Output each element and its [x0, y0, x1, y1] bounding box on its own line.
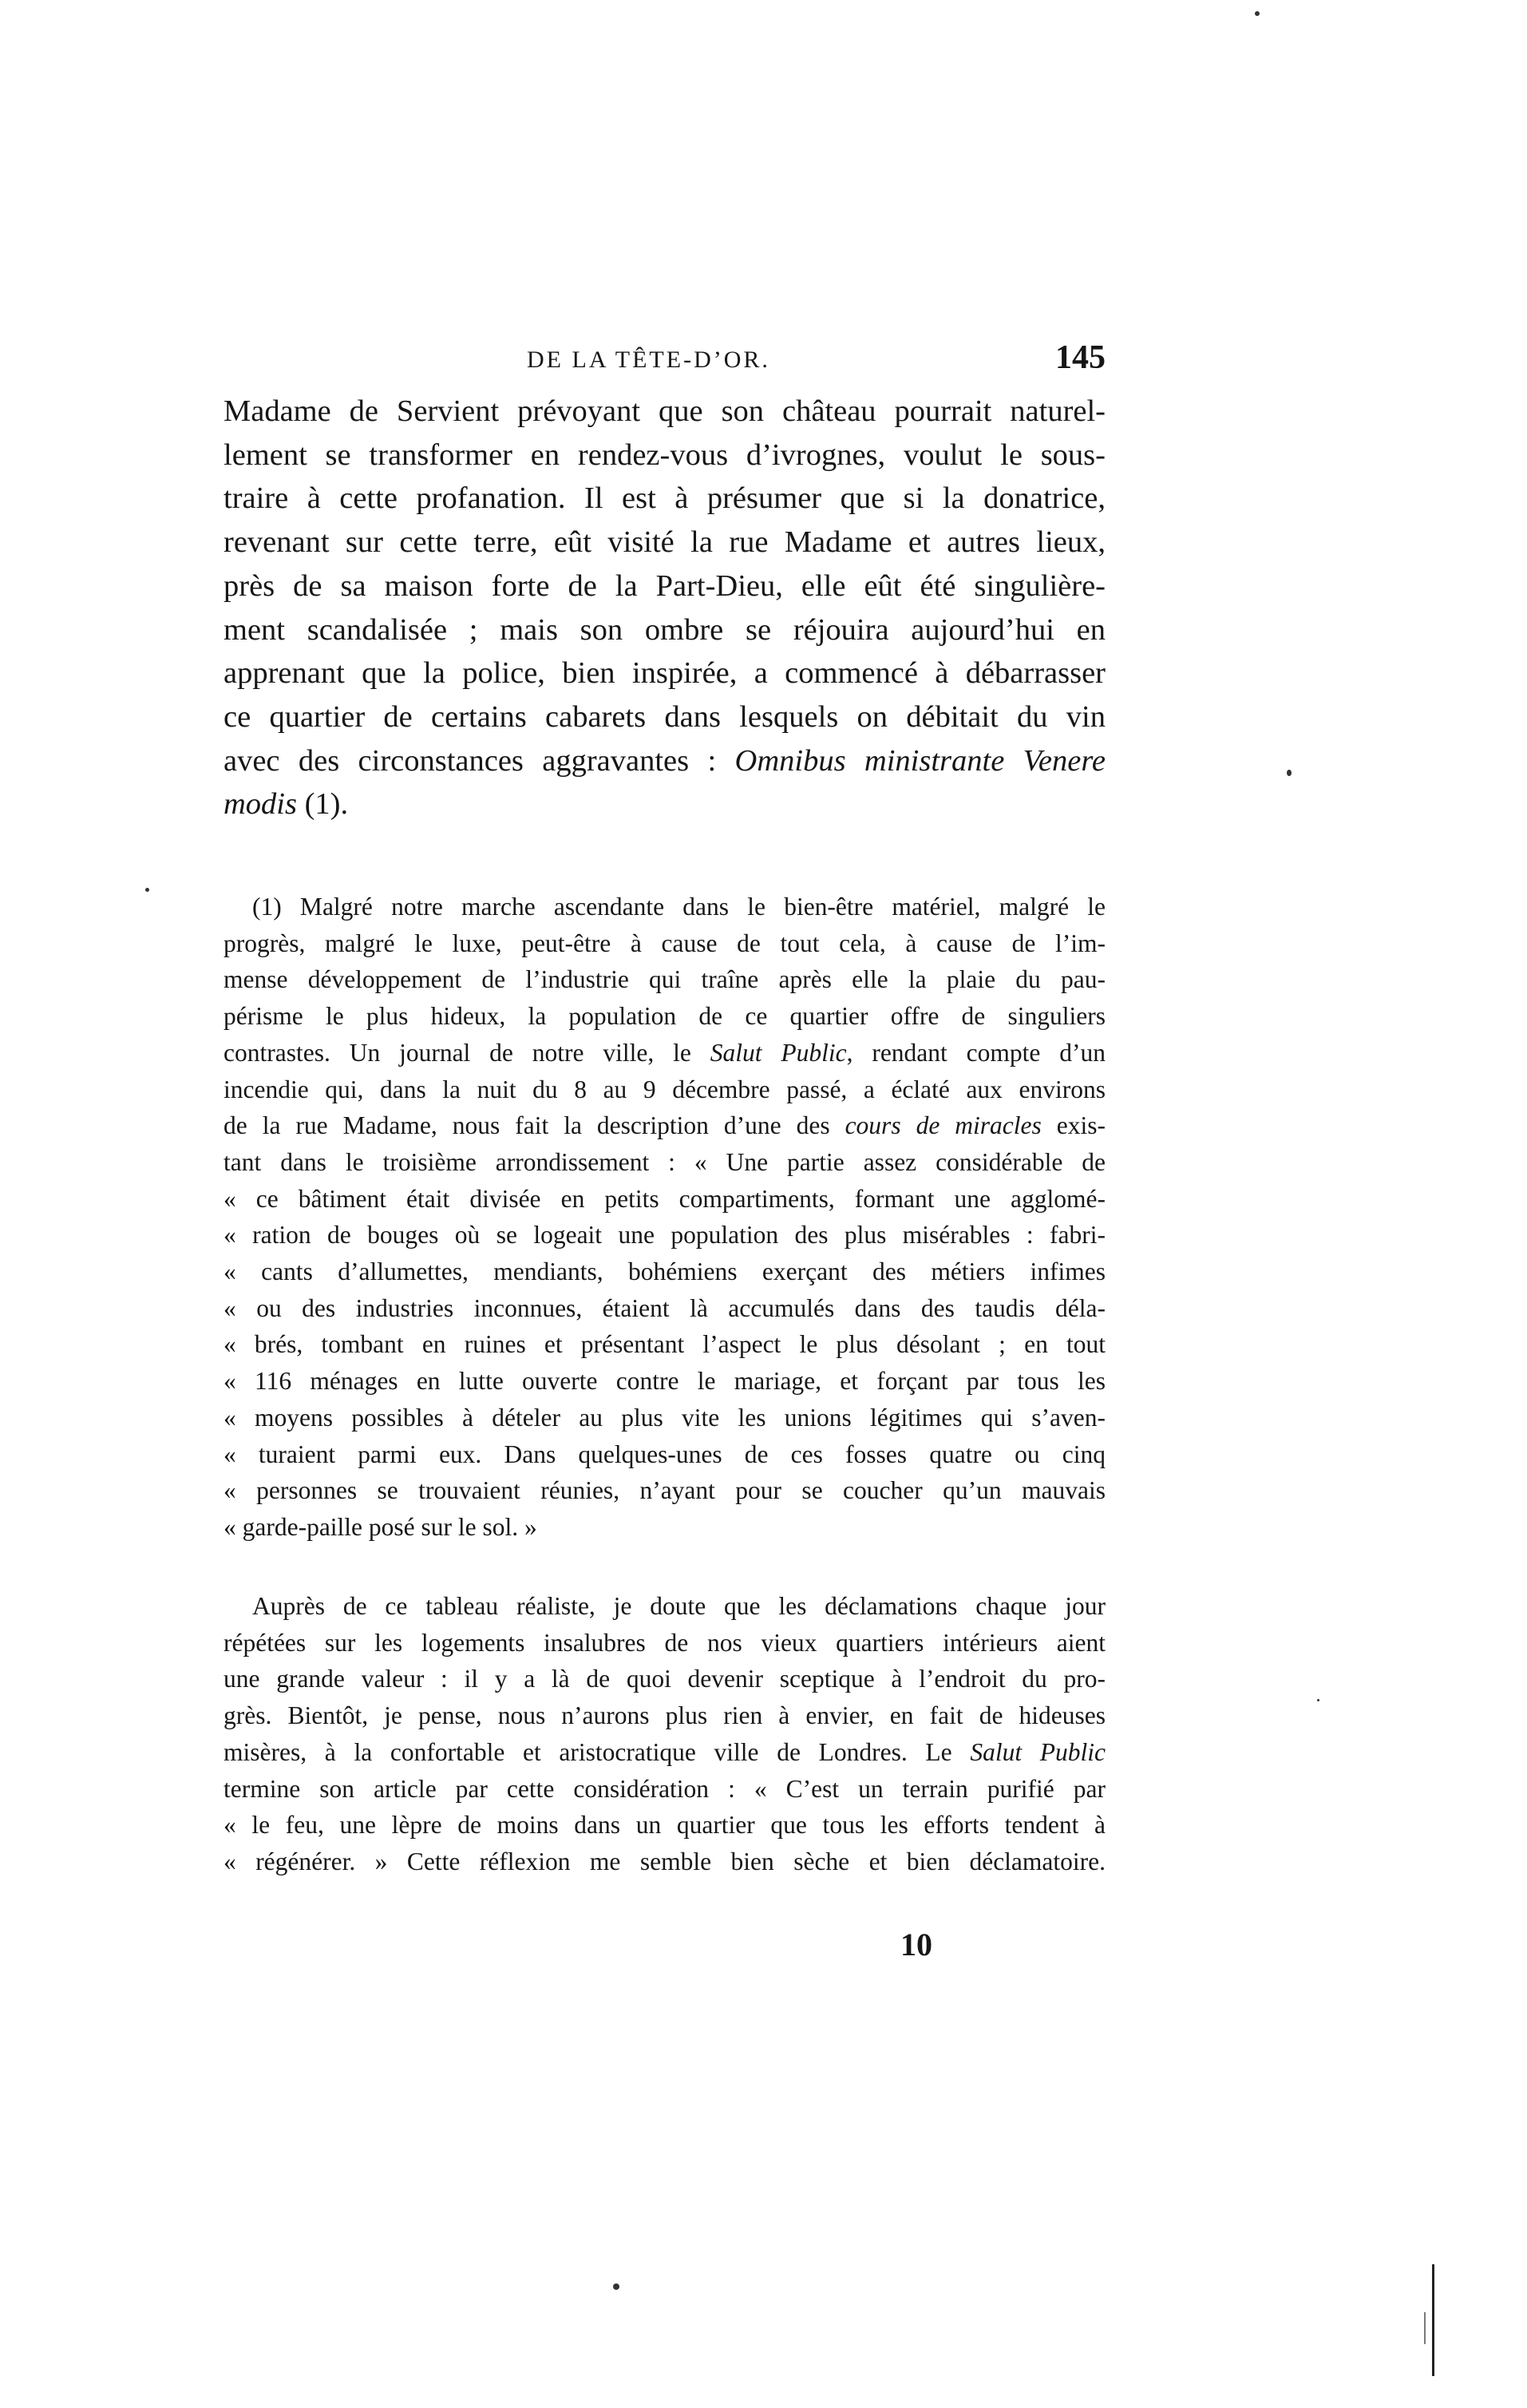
footnote-continuation	[224, 1588, 1106, 1880]
footnote-line: tant dans le troisième arrondissement : « Une partie assez considérable de	[224, 1147, 1106, 1176]
text-segment: contrastes. Un journal de notre ville, le	[224, 1038, 710, 1067]
footnote-line: périsme le plus hideux, la population de ce quartier offre de singuliers	[224, 1002, 1106, 1031]
text-line: traire à cette profanation. Il est à présumer que si la donatrice,	[224, 481, 1106, 516]
text-line: lement se transformer en rendez-vous d’ivrognes, voulut le sous-	[224, 438, 1106, 472]
footnote-line: répétées sur les logements insalubres de nos vieux quartiers intérieurs aient	[224, 1628, 1106, 1657]
footnote-line: « personnes se trouvaient réunies, n’ayant pour se coucher qu’un mauvais	[224, 1476, 1106, 1505]
footnote-line	[224, 1734, 1106, 1771]
scan-speck	[145, 888, 149, 892]
footnote-line: « cants d’allumettes, mendiants, bohémiens exerçant des métiers infimes	[224, 1257, 1106, 1286]
text-segment: avec des circonstances aggravantes :	[224, 743, 735, 778]
text-line: Madame de Servient prévoyant que son château pourrait naturel-	[224, 394, 1106, 428]
footnote-line: « ration de bouges où se logeait une population des plus misérables : fabri-	[224, 1221, 1106, 1250]
latin-quotation: Omnibus ministrante Venere	[734, 743, 1106, 778]
footnote-reference: (1).	[296, 787, 349, 822]
latin-quotation-end: modis	[224, 787, 297, 822]
scan-edge-mark	[1432, 2264, 1434, 2376]
running-title: DE LA TÊTE-D’OR.	[527, 347, 770, 373]
footnote-line: « ce bâtiment était divisée en petits compartiments, formant une agglomé-	[224, 1184, 1106, 1213]
scan-speck	[1287, 770, 1292, 776]
scan-speck	[1255, 11, 1260, 16]
footnote-line: (1) Malgré notre marche ascendante dans le bien-être matériel, malgré le	[252, 893, 1106, 921]
footnote-line: « ou des industries inconnues, étaient là accumulés dans des taudis déla-	[224, 1293, 1106, 1322]
newspaper-title: Salut Public	[970, 1737, 1106, 1766]
text-line: revenant sur cette terre, eût visité la rue Madame et autres lieux,	[224, 525, 1106, 560]
footnote-line: « brés, tombant en ruines et présentant l’aspect le plus désolant ; en tout	[224, 1330, 1106, 1359]
italic-phrase: cours de miracles	[845, 1111, 1042, 1140]
footnote-line	[224, 1035, 1106, 1071]
footnote-line: « régénérer. » Cette réflexion me semble bien sèche et bien déclamatoire.	[224, 1847, 1106, 1875]
footnote-line: « moyens possibles à dételer au plus vite les unions légitimes qui s’aven-	[224, 1403, 1106, 1432]
page-header	[224, 339, 1106, 386]
footnote-line: « turaient parmi eux. Dans quelques-unes de ces fosses quatre ou cinq	[224, 1440, 1106, 1468]
text-segment: exis-	[1041, 1111, 1106, 1140]
text-segment: de la rue Madame, nous fait la description d’une des	[224, 1111, 845, 1140]
footnote-line: grès. Bientôt, je pense, nous n’aurons plus rien à envier, en fait de hideuses	[224, 1701, 1106, 1730]
footnote-line: mense développement de l’industrie qui traîne après elle la plaie du pau-	[224, 965, 1106, 994]
signature-mark: 10	[900, 1927, 932, 1962]
text-line: apprenant que la police, bien inspirée, a commencé à débarrasser	[224, 656, 1106, 691]
footnote-line: « le feu, une lèpre de moins dans un quartier que tous les efforts tendent à	[224, 1811, 1106, 1840]
text-line: ce quartier de certains cabarets dans lesquels on débitait du vin	[224, 699, 1106, 734]
footnote-line: termine son article par cette considération : « C’est un terrain purifié par	[224, 1774, 1106, 1803]
footnote-line: Auprès de ce tableau réaliste, je doute que les déclamations chaque jour	[252, 1592, 1106, 1620]
page-number: 145	[1055, 339, 1106, 376]
footnote-line: incendie qui, dans la nuit du 8 au 9 décembre passé, a éclaté aux environs	[224, 1075, 1106, 1103]
footnote-line: « garde-paille posé sur le sol. »	[224, 1512, 537, 1541]
text-line	[224, 739, 1106, 783]
newspaper-title: Salut Public	[710, 1038, 847, 1067]
footnote-line: « 116 ménages en lutte ouverte contre le mariage, et forçant par tous les	[224, 1367, 1106, 1396]
text-line: près de sa maison forte de la Part-Dieu, elle eût été singulière-	[224, 568, 1106, 603]
text-line	[224, 782, 1106, 826]
scan-speck	[1317, 1699, 1319, 1701]
footnote-line	[224, 1107, 1106, 1144]
footnote-line: progrès, malgré le luxe, peut-être à cause de tout cela, à cause de l’im-	[224, 929, 1106, 957]
scan-speck	[613, 2283, 619, 2290]
scan-edge-mark	[1424, 2312, 1426, 2344]
footnote-line: une grande valeur : il y a là de quoi devenir sceptique à l’endroit du pro-	[224, 1665, 1106, 1693]
main-paragraph	[224, 390, 1106, 826]
footnote	[224, 889, 1106, 1546]
text-line: ment scandalisée ; mais son ombre se réjouira aujourd’hui en	[224, 612, 1106, 647]
text-segment: misères, à la confortable et aristocratique ville de Londres. Le	[224, 1737, 971, 1766]
text-segment: , rendant compte d’un	[846, 1038, 1106, 1067]
